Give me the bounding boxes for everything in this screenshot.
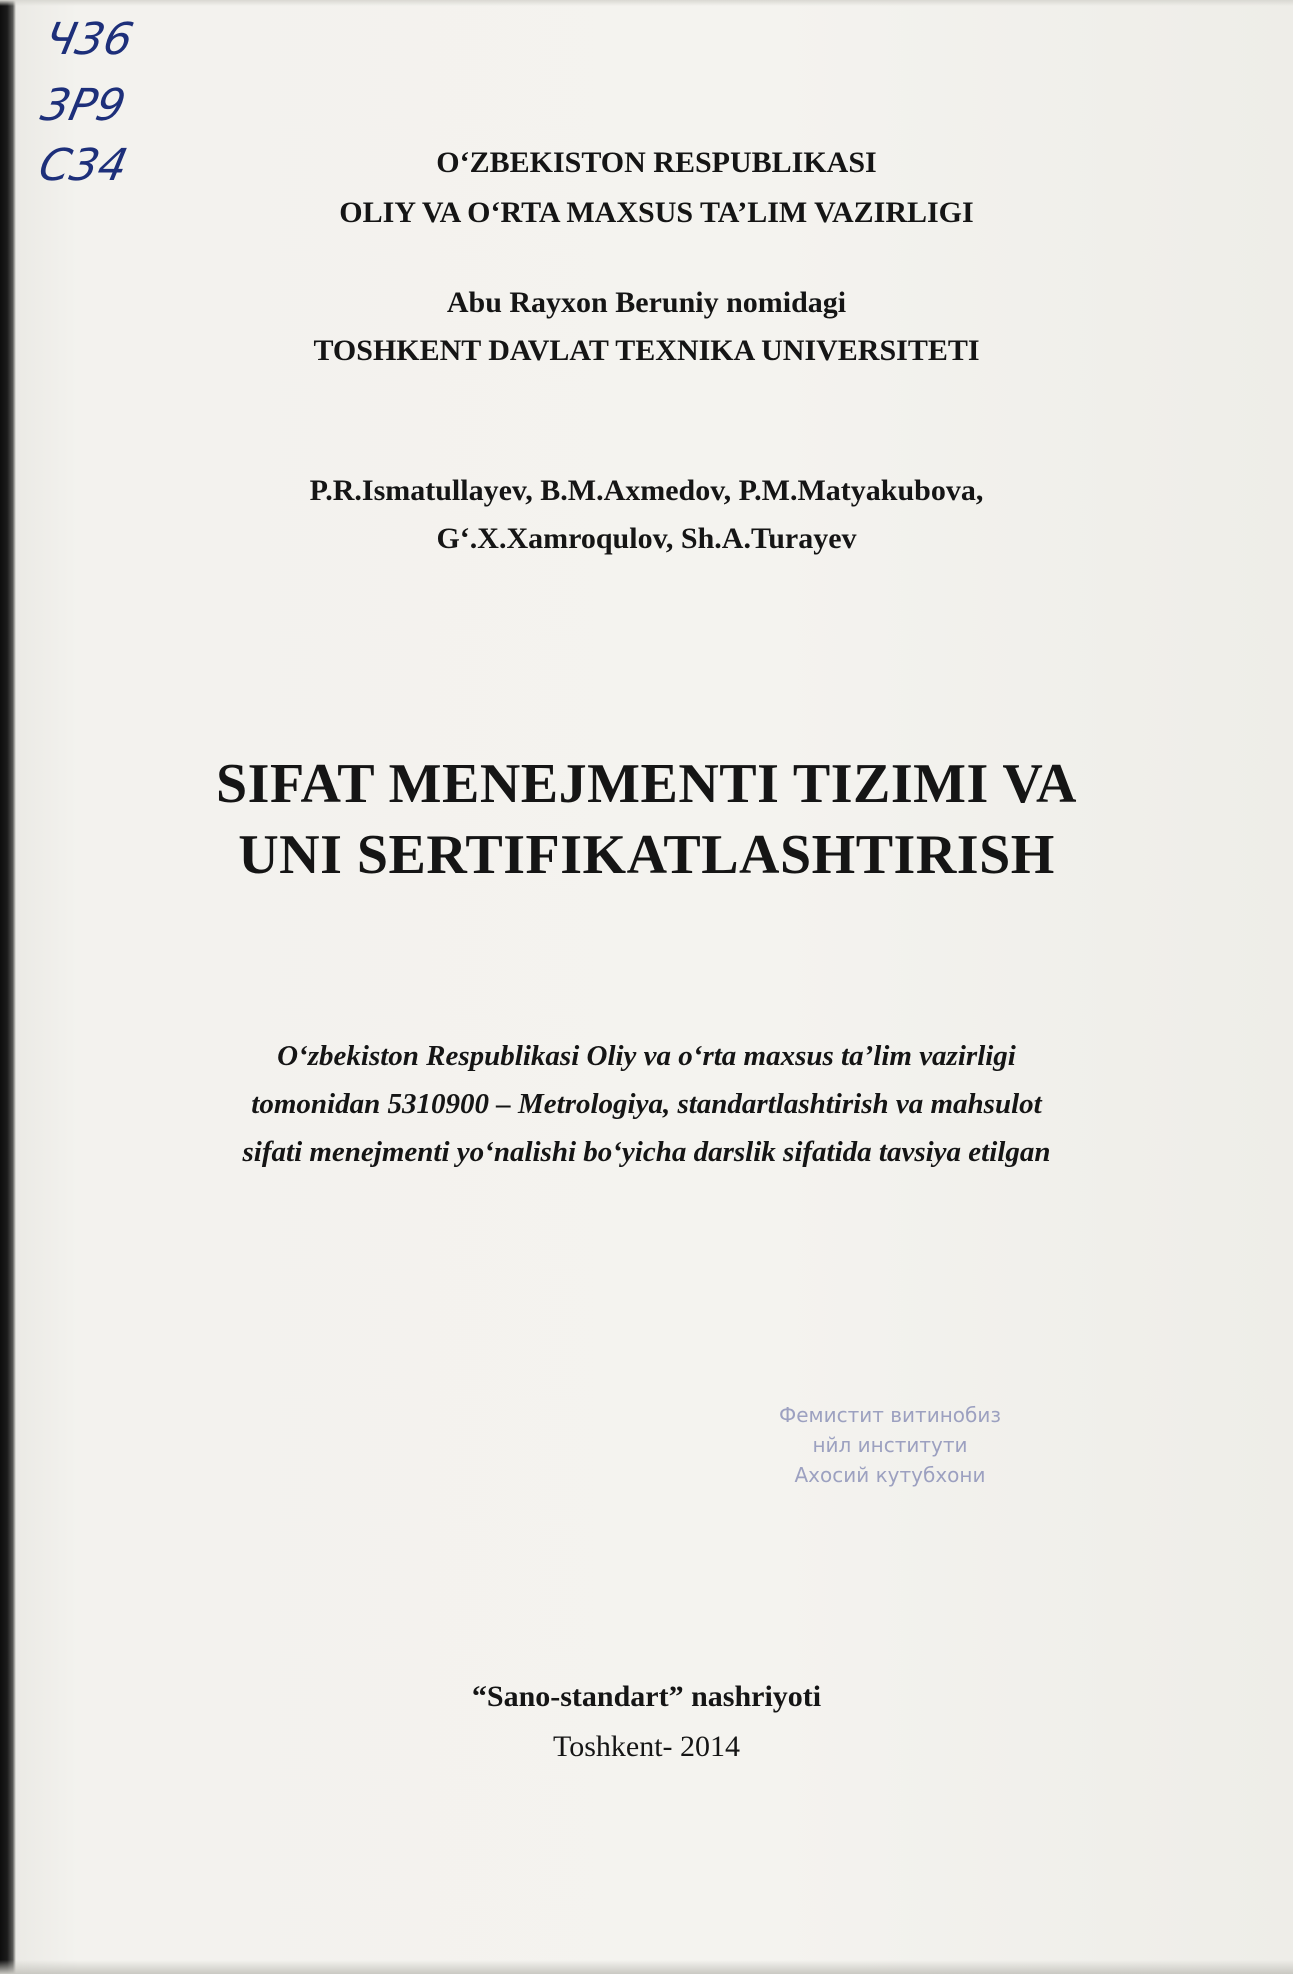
- university-line-2: TOSHKENT DAVLAT TEXNIKA UNIVERSITETI: [313, 334, 980, 367]
- recommendation-line-3: sifati menejmenti yo‘nalishi bo‘yicha darslik sifatida tavsiya etilgan: [242, 1136, 1051, 1168]
- ministry-line-1: O‘ZBEKISTON RESPUBLIKASI: [436, 146, 877, 179]
- university-line-1: Abu Rayxon Beruniy nomidagi: [446, 286, 847, 319]
- publisher-name: “Sano-standart” nashriyoti: [471, 1680, 822, 1713]
- page-bottom-edge: [0, 1960, 1293, 1974]
- stamp-line-1: Фемистит витинобиз: [779, 1403, 1001, 1427]
- handwritten-code-2: 3Р9: [36, 80, 130, 131]
- authors-line-2: G‘.X.Xamroqulov, Sh.A.Turayev: [436, 522, 857, 555]
- authors-line-1: P.R.Ismatullayev, B.M.Axmedov, P.M.Matyakubova,: [309, 474, 984, 507]
- book-title-line-2: UNI SERTIFIKATLASHTIRISH: [238, 824, 1055, 886]
- ministry-line-2: OLIY VA O‘RTA MAXSUS TA’LIM VAZIRLIGI: [339, 196, 974, 229]
- handwritten-code-1: Ч36: [40, 14, 138, 65]
- stamp-line-3: Ахосий кутубхони: [794, 1463, 986, 1487]
- recommendation-line-1: O‘zbekiston Respublikasi Oliy va o‘rta maxsus ta’lim vazirligi: [277, 1040, 1016, 1072]
- page-top-edge: [0, 0, 1293, 6]
- handwritten-code-3: С34: [34, 140, 133, 191]
- recommendation-line-2: tomonidan 5310900 – Metrologiya, standartlashtirish va mahsulot: [251, 1088, 1042, 1120]
- library-stamp: [740, 1400, 1040, 1490]
- stamp-line-2: нйл институти: [812, 1433, 968, 1457]
- publication-place-year: Toshkent- 2014: [552, 1730, 741, 1763]
- book-title-line-1: SIFAT MENEJMENTI TIZIMI VA: [216, 753, 1077, 815]
